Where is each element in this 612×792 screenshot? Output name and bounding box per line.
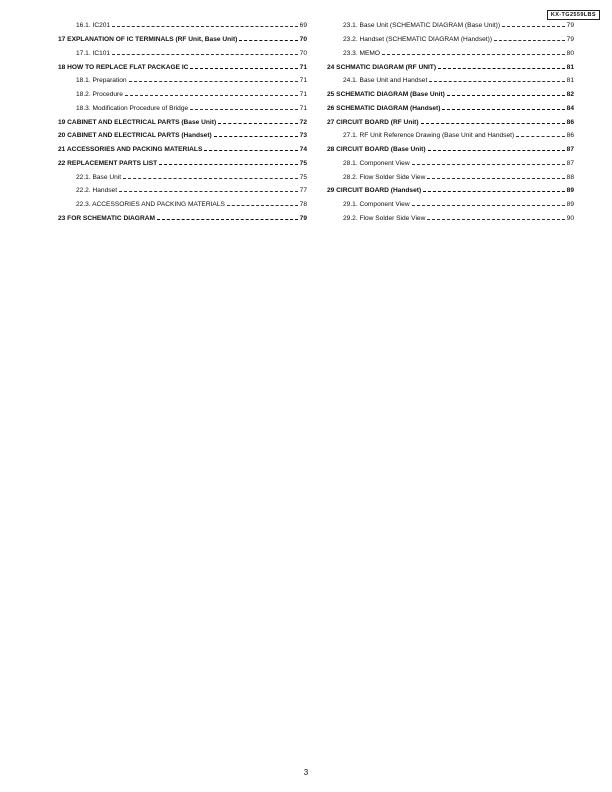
toc-page-number: 71 xyxy=(299,63,307,71)
toc-entry-title: 23.1. Base Unit (SCHEMATIC DIAGRAM (Base Unit)) xyxy=(343,22,501,30)
toc-section-entry[interactable] xyxy=(327,102,574,116)
toc-section-entry[interactable] xyxy=(327,184,574,198)
toc-section-entry[interactable] xyxy=(327,143,574,157)
toc-page-number: 71 xyxy=(299,104,307,112)
toc-subsection-entry[interactable] xyxy=(327,170,574,184)
toc-page-number: 70 xyxy=(299,49,307,57)
toc-entry-title: 22.3. ACCESSORIES AND PACKING MATERIALS xyxy=(76,201,225,209)
toc-dot-leader xyxy=(218,123,298,124)
toc-page-number: 75 xyxy=(299,173,307,181)
toc-entry-title: 24.1. Base Unit and Handset xyxy=(343,77,428,85)
toc-page-number: 89 xyxy=(566,187,574,195)
toc-entry-title: 25 SCHEMATIC DIAGRAM (Base Unit) xyxy=(327,91,445,99)
toc-dot-leader xyxy=(125,95,298,96)
toc-page-number: 81 xyxy=(566,63,574,71)
toc-page-number: 86 xyxy=(566,132,574,140)
toc-dot-leader xyxy=(227,205,298,206)
toc-entry-title: 19 CABINET AND ELECTRICAL PARTS (Base Unit) xyxy=(58,118,217,126)
toc-dot-leader xyxy=(119,191,298,192)
toc-page-number: 81 xyxy=(566,77,574,85)
toc-subsection-entry[interactable] xyxy=(327,129,574,143)
toc-page-number: 78 xyxy=(299,201,307,209)
toc-dot-leader xyxy=(429,81,564,82)
toc-subsection-entry[interactable] xyxy=(327,19,574,33)
toc-dot-leader xyxy=(214,136,298,137)
toc-entry-title: 21 ACCESSORIES AND PACKING MATERIALS xyxy=(58,146,203,154)
toc-entry-title: 20 CABINET AND ELECTRICAL PARTS (Handset) xyxy=(58,132,212,140)
toc-page-number: 90 xyxy=(566,214,574,222)
toc-subsection-entry[interactable] xyxy=(327,157,574,171)
toc-dot-leader xyxy=(421,123,565,124)
toc-entry-title: 18 HOW TO REPLACE FLAT PACKAGE IC xyxy=(58,63,189,71)
toc-entry-title: 27.1. RF Unit Reference Drawing (Base Unit and Handset) xyxy=(343,132,515,140)
toc-dot-leader xyxy=(412,164,565,165)
toc-entry-title: 28.2. Flow Solder Side View xyxy=(343,173,426,181)
toc-subsection-entry[interactable] xyxy=(58,184,307,198)
toc-entry-title: 23.2. Handset (SCHEMATIC DIAGRAM (Handset)) xyxy=(343,36,493,44)
toc-dot-leader xyxy=(427,219,564,220)
model-number-badge: KX-TG2559LBS xyxy=(547,10,600,20)
toc-page-number: 71 xyxy=(299,91,307,99)
toc-dot-leader xyxy=(438,68,565,69)
toc-entry-title: 28.1. Component View xyxy=(343,159,410,167)
toc-entry-title: 29.2. Flow Solder Side View xyxy=(343,214,426,222)
toc-dot-leader xyxy=(428,150,565,151)
toc-page-number: 77 xyxy=(299,187,307,195)
toc-page-number: 74 xyxy=(299,146,307,154)
toc-entry-title: 23 FOR SCHEMATIC DIAGRAM xyxy=(58,214,155,222)
toc-page-number: 89 xyxy=(566,201,574,209)
toc-dot-leader xyxy=(423,191,565,192)
toc-entry-title: 27 CIRCUIT BOARD (RF Unit) xyxy=(327,118,419,126)
toc-subsection-entry[interactable] xyxy=(58,198,307,212)
toc-page-number: 79 xyxy=(566,36,574,44)
toc-entry-title: 22.1. Base Unit xyxy=(76,173,122,181)
toc-subsection-entry[interactable] xyxy=(58,47,307,61)
toc-section-entry[interactable] xyxy=(327,88,574,102)
toc-subsection-entry[interactable] xyxy=(58,170,307,184)
toc-section-entry[interactable] xyxy=(58,33,307,47)
toc-page-number: 70 xyxy=(299,36,307,44)
toc-dot-leader xyxy=(190,68,297,69)
toc-section-entry[interactable] xyxy=(58,129,307,143)
toc-entry-title: 22.2. Handset xyxy=(76,187,118,195)
toc-section-entry[interactable] xyxy=(327,60,574,74)
toc-page-number: 73 xyxy=(299,132,307,140)
toc-entry-title: 24 SCHMATIC DIAGRAM (RF UNIT) xyxy=(327,63,437,71)
toc-entry-title: 17.1. IC101 xyxy=(76,49,111,57)
toc-page-number: 87 xyxy=(566,146,574,154)
toc-entry-title: 23.3. MEMO xyxy=(343,49,381,57)
toc-left-column xyxy=(58,19,307,225)
toc-dot-leader xyxy=(123,178,298,179)
toc-section-entry[interactable] xyxy=(58,212,307,226)
toc-entry-title: 22 REPLACEMENT PARTS LIST xyxy=(58,159,158,167)
toc-right-column xyxy=(327,19,574,225)
toc-section-entry[interactable] xyxy=(58,115,307,129)
toc-dot-leader xyxy=(412,205,565,206)
toc-dot-leader xyxy=(447,95,565,96)
toc-entry-title: 18.3. Modification Procedure of Bridge xyxy=(76,104,189,112)
toc-dot-leader xyxy=(190,109,297,110)
toc-subsection-entry[interactable] xyxy=(58,74,307,88)
toc-dot-leader xyxy=(382,54,565,55)
toc-entry-title: 29 CIRCUIT BOARD (Handset) xyxy=(327,187,422,195)
toc-page-number: 84 xyxy=(566,104,574,112)
toc-page-number: 69 xyxy=(299,22,307,30)
toc-dot-leader xyxy=(159,164,297,165)
toc-dot-leader xyxy=(442,109,564,110)
toc-subsection-entry[interactable] xyxy=(327,33,574,47)
toc-page-number: 71 xyxy=(299,77,307,85)
toc-section-entry[interactable] xyxy=(58,157,307,171)
toc-dot-leader xyxy=(239,40,297,41)
toc-section-entry[interactable] xyxy=(58,60,307,74)
toc-dot-leader xyxy=(494,40,565,41)
toc-section-entry[interactable] xyxy=(327,115,574,129)
toc-dot-leader xyxy=(516,136,565,137)
toc-page-number: 79 xyxy=(566,22,574,30)
toc-page-number: 75 xyxy=(299,159,307,167)
toc-subsection-entry[interactable] xyxy=(58,102,307,116)
toc-subsection-entry[interactable] xyxy=(327,212,574,226)
toc-dot-leader xyxy=(502,26,565,27)
toc-entry-title: 17 EXPLANATION OF IC TERMINALS (RF Unit, Base Unit) xyxy=(58,36,238,44)
toc-subsection-entry[interactable] xyxy=(327,198,574,212)
toc-dot-leader xyxy=(112,26,298,27)
page-number: 3 xyxy=(303,768,309,777)
toc-entry-title: 28 CIRCUIT BOARD (Base Unit) xyxy=(327,146,426,154)
toc-page-number: 88 xyxy=(566,173,574,181)
toc-entry-title: 16.1. IC201 xyxy=(76,22,111,30)
toc-dot-leader xyxy=(129,81,298,82)
toc-subsection-entry[interactable] xyxy=(58,88,307,102)
toc-entry-title: 18.1. Preparation xyxy=(76,77,127,85)
toc-page-number: 80 xyxy=(566,49,574,57)
toc-entry-title: 29.1. Component View xyxy=(343,201,410,209)
toc-subsection-entry[interactable] xyxy=(58,19,307,33)
toc-page-number: 79 xyxy=(299,214,307,222)
toc-subsection-entry[interactable] xyxy=(327,47,574,61)
toc-page-number: 72 xyxy=(299,118,307,126)
toc-dot-leader xyxy=(427,178,564,179)
toc-dot-leader xyxy=(112,54,298,55)
toc-page-number: 87 xyxy=(566,159,574,167)
toc-page-number: 86 xyxy=(566,118,574,126)
toc-subsection-entry[interactable] xyxy=(327,74,574,88)
toc-entry-title: 26 SCHEMATIC DIAGRAM (Handset) xyxy=(327,104,441,112)
toc-section-entry[interactable] xyxy=(58,143,307,157)
toc-dot-leader xyxy=(157,219,298,220)
toc-entry-title: 18.2. Procedure xyxy=(76,91,123,99)
toc-dot-leader xyxy=(204,150,297,151)
toc-page-number: 82 xyxy=(566,91,574,99)
